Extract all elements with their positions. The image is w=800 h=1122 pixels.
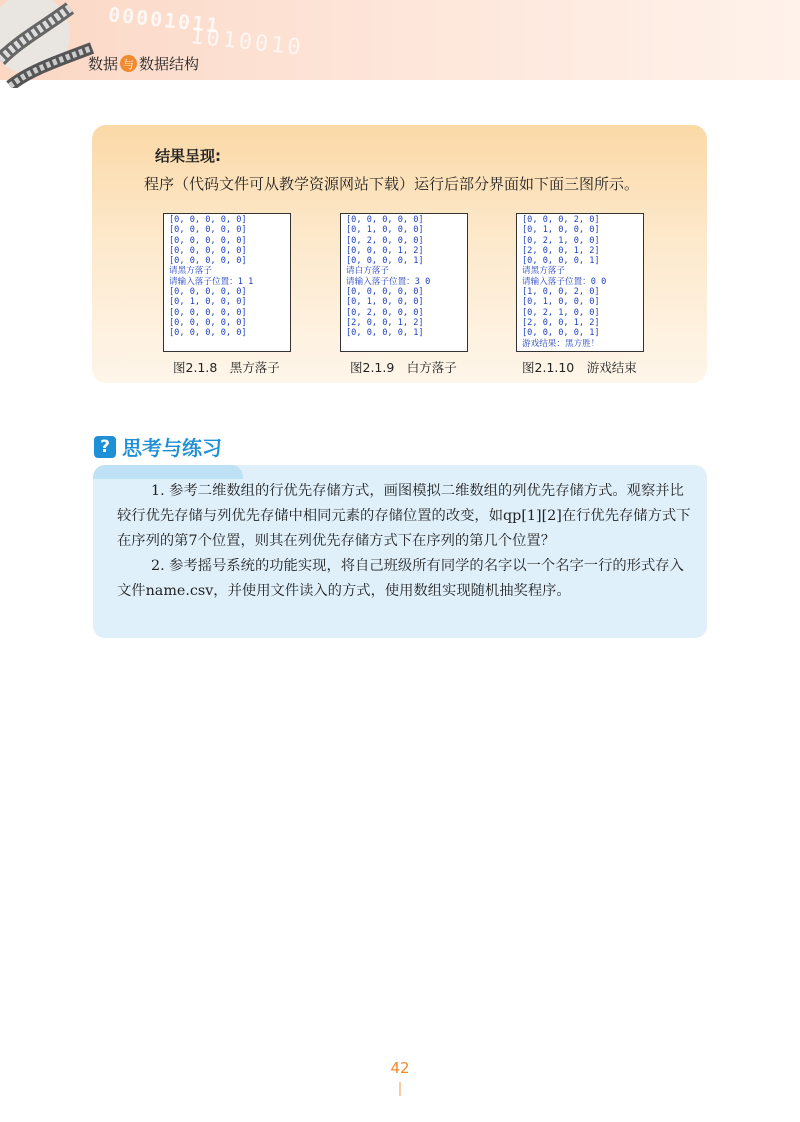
console-line: [0, 0, 0, 0, 0] [169, 225, 247, 236]
console-line: [1, 0, 0, 2, 0] [522, 287, 600, 298]
panel-tab-accent [93, 465, 243, 479]
console-line: [0, 2, 1, 0, 0] [522, 235, 600, 246]
console-line: 请黑方落子 [522, 266, 565, 277]
page-header [0, 0, 800, 80]
console-line: [0, 0, 0, 0, 0] [169, 235, 247, 246]
book-title-and-badge: 与 [120, 55, 137, 72]
console-line: [2, 0, 0, 1, 2] [346, 317, 424, 328]
practice-panel [93, 465, 707, 638]
console-line: [0, 0, 0, 0, 0] [346, 287, 424, 298]
practice-item-2: 2. 参考摇号系统的功能实现，将自己班级所有同学的名字以一个名字一行的形式存入文件name.csv，并使用文件读入的方式，使用数组实现随机抽奖程序。 [117, 558, 684, 599]
binary-decoration: 00001011 [107, 2, 222, 38]
book-title-right: 数据结构 [139, 55, 200, 73]
figure-caption: 图2.1.9 白方落子 [350, 360, 457, 375]
console-line: [2, 0, 0, 1, 2] [522, 245, 600, 256]
console-line: [0, 0, 0, 0, 1] [346, 256, 424, 267]
result-heading: 结果呈现: [155, 147, 221, 165]
console-line: [2, 0, 0, 1, 2] [522, 317, 600, 328]
result-panel [92, 125, 707, 383]
console-screenshot-white-move [340, 213, 468, 352]
film-reel-icon [0, 0, 96, 88]
page-number: 42 [390, 1059, 410, 1077]
console-line: 请输入落子位置：1 1 [169, 276, 254, 287]
console-line: [0, 1, 0, 0, 0] [169, 297, 247, 308]
console-line: [0, 1, 0, 0, 0] [522, 225, 600, 236]
console-line: [0, 0, 0, 0, 0] [169, 307, 247, 318]
result-intro: 程序（代码文件可从教学资源网站下载）运行后部分界面如下面三图所示。 [144, 175, 640, 193]
console-line: [0, 0, 0, 0, 0] [169, 245, 247, 256]
console-line: [0, 0, 0, 0, 0] [169, 256, 247, 267]
console-line: [0, 2, 0, 0, 0] [346, 235, 424, 246]
practice-section-title [94, 432, 222, 461]
figure-caption: 图2.1.10 游戏结束 [522, 360, 637, 375]
console-line: [0, 2, 0, 0, 0] [346, 307, 424, 318]
console-screenshot-game-over [516, 213, 644, 352]
page-number-tick [399, 1082, 401, 1096]
console-line: [0, 0, 0, 0, 0] [169, 328, 247, 339]
console-line: [0, 1, 0, 0, 0] [346, 297, 424, 308]
book-title-left: 数据 [88, 55, 119, 73]
console-line: [0, 0, 0, 0, 1] [522, 328, 600, 339]
figure-caption: 图2.1.8 黑方落子 [173, 360, 280, 375]
console-line: [0, 0, 0, 0, 1] [346, 328, 424, 339]
console-line: [0, 0, 0, 0, 0] [169, 287, 247, 298]
console-line: 游戏结果：黑方胜！ [522, 338, 600, 349]
console-line: 请输入落子位置：0 0 [522, 276, 607, 287]
console-line: [0, 0, 0, 2, 0] [522, 215, 600, 225]
console-line: 请黑方落子 [169, 266, 212, 277]
console-screenshot-black-move [163, 213, 291, 352]
console-line: [0, 1, 0, 0, 0] [522, 297, 600, 308]
console-line: [0, 0, 0, 0, 0] [169, 215, 247, 225]
console-line: 请输入落子位置：3 0 [346, 276, 431, 287]
console-line: [0, 0, 0, 1, 2] [346, 245, 424, 256]
console-line: [0, 0, 0, 0, 0] [169, 317, 247, 328]
practice-item-1: 1. 参考二维数组的行优先存储方式，画图模拟二维数组的列优先存储方式。观察并比较行优先存储与列优先存储中相同元素的存储位置的改变，如qp[1][2]在行优先存储方式下在序列的第7个位置，则其在列优先存储方式下在序列的第几个位置？ [117, 483, 691, 549]
question-mark-icon: ? [94, 436, 116, 458]
console-line: [0, 0, 0, 0, 0] [346, 215, 424, 225]
practice-title-label: 思考与练习 [122, 436, 222, 460]
console-line: [0, 0, 0, 0, 1] [522, 256, 600, 267]
binary-decoration-2: 1010010 [189, 24, 305, 61]
book-title [88, 53, 199, 74]
console-line: [0, 2, 1, 0, 0] [522, 307, 600, 318]
console-line: 请白方落子 [346, 266, 389, 277]
practice-text [117, 479, 697, 604]
console-line: [0, 1, 0, 0, 0] [346, 225, 424, 236]
